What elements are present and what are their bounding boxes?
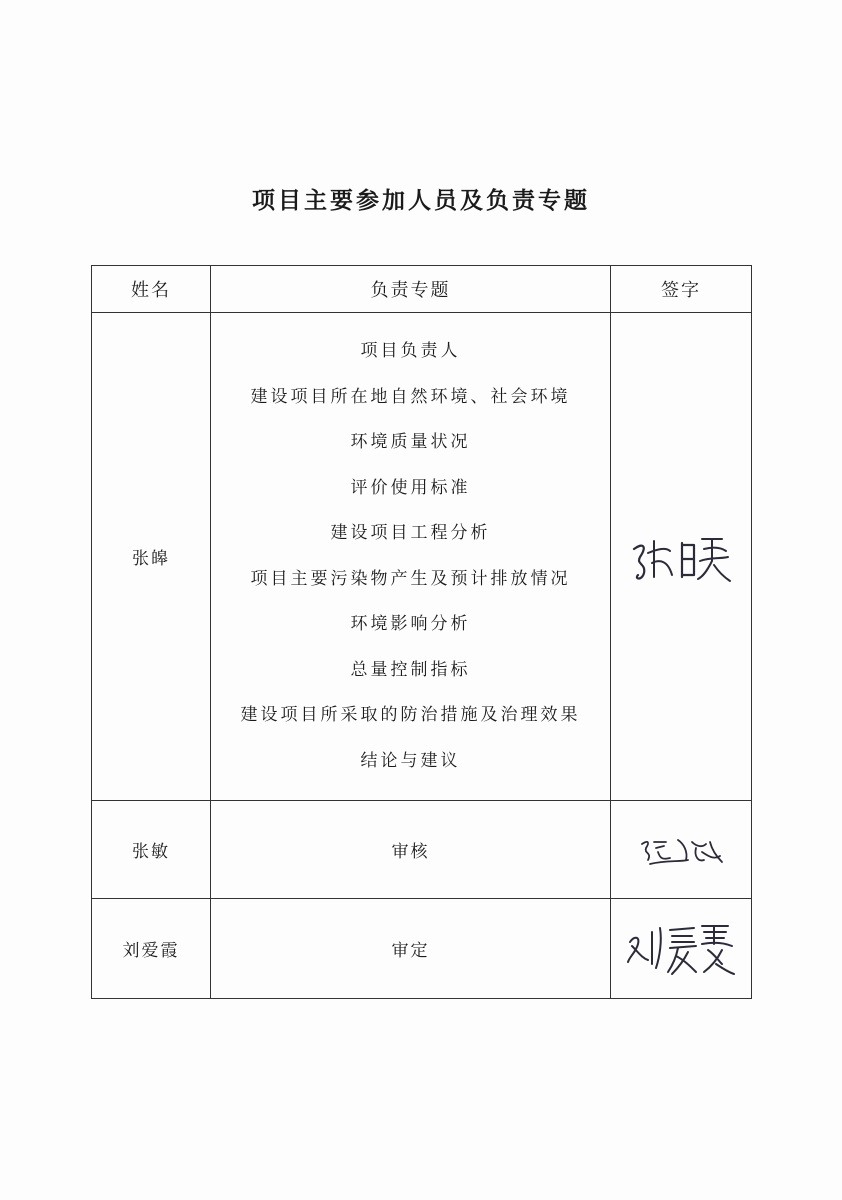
topic-cell: 审定: [211, 899, 611, 999]
topic-item: 评价使用标准: [350, 477, 471, 498]
header-sign: 签字: [611, 266, 752, 313]
topic-item: 环境影响分析: [350, 614, 471, 634]
person-name: 张皞: [92, 313, 211, 801]
topic-item: 环境质量状况: [350, 432, 471, 452]
table-row: [92, 313, 752, 801]
signature-cell: [611, 801, 752, 899]
table-header-row: [92, 266, 752, 313]
table-row: [92, 801, 752, 899]
topic-cell: 审核: [211, 801, 611, 899]
handwritten-signature: [626, 527, 736, 587]
signature-cell: [611, 313, 752, 801]
person-name: 张敏: [92, 801, 211, 899]
topic-item: 项目负责人: [360, 341, 461, 361]
topic-list: [211, 329, 610, 784]
topic-item: 建设项目所在地自然环境、社会环境: [250, 386, 571, 407]
handwritten-signature: [622, 916, 740, 982]
topic-item: 建设项目所采取的防治措施及治理效果: [240, 705, 581, 725]
personnel-table: [91, 265, 752, 999]
header-topic: 负责专题: [211, 266, 611, 313]
page-title: 项目主要参加人员及负责专题: [252, 187, 590, 214]
topic-cell: [211, 313, 611, 801]
signature-cell: [611, 899, 752, 999]
handwritten-signature: [636, 830, 726, 870]
topic-item: 结论与建议: [360, 750, 461, 771]
header-name: 姓名: [92, 266, 211, 313]
person-name: 刘爱霞: [92, 899, 211, 999]
topic-item: 建设项目工程分析: [330, 523, 491, 543]
table-row: [92, 899, 752, 999]
topic-item: 总量控制指标: [350, 659, 471, 680]
topic-item: 项目主要污染物产生及预计排放情况: [250, 568, 571, 589]
